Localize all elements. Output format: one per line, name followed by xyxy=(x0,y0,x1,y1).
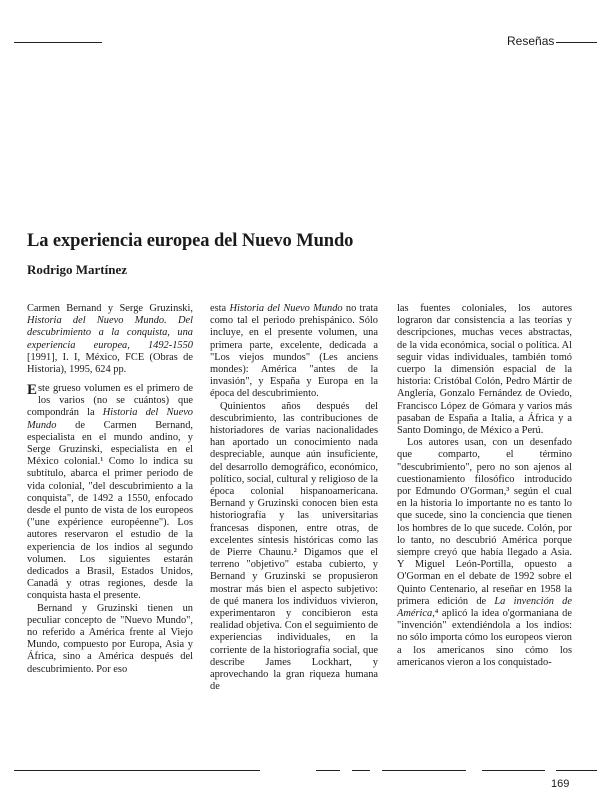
paragraph: Bernand y Gruzinski tienen un peculiar concepto de "Nuevo Mundo", no referido a América frente al Viejo Mundo, compuesto por Europa, Asia y África, sino a América después del descubrimiento. Por eso xyxy=(27,602,193,675)
footer-rule xyxy=(316,770,340,771)
reference-details: [1991], I. I, México, FCE (Obras de Historia), 1995, 624 pp. xyxy=(27,351,193,376)
article-author: Rodrigo Martínez xyxy=(27,262,128,277)
footer-rule xyxy=(352,770,370,771)
paragraph: Quinientos años después del descubrimiento, las contribuciones de historiadores de varias nacionalidades han aportado un conocimiento nada despreciable, aunque aún insuficiente, del desarrollo demográfico, económico, político, social, cultural y religioso de la época colonial hispanoamericana. Bernand y Gruzinski conocen bien esta historiografía y las universitarias francesas disponen, entre otras, de excelentes síntesis históricas como las de Pierre Chaunu.² Digamos que el terreno "objetivo" estaba cubierto, y Bernand y Gruzinski se propusieron mostrar más bien el aspecto subjetivo: de qué manera los individuos vivieron, experimentaron y concibieron esta realidad objetiva. Con el seguimiento de experiencias individuales, en la corriente de la historiografía social, que describe James Lockhart, y aprovechando la gran riqueza humana de xyxy=(210,400,378,693)
drop-cap: E xyxy=(27,382,38,398)
text-column-3 xyxy=(397,303,572,669)
footer-rule xyxy=(482,770,545,771)
reference-authors: Carmen Bernand y Serge Gruzinski, xyxy=(27,303,193,314)
header-rule-left xyxy=(14,42,102,43)
footer-rule xyxy=(14,770,260,771)
paragraph: E ste grueso volumen es el primero de los varios (no se cuántos) que compondrán la Historia del Nuevo Mundo de Carmen Bernand, especialista en el mundo andino, y Serge Gruzinski, especialista en el México colonial.¹ Como lo indica su subtítulo, abarca el primer periodo de vida colonial, "del descubrimiento a la conquista", de 1492 a 1550, enfocado desde el punto de vista de los europeos ("une expérience européenne"). Los autores reservaron el estudio de la experiencia de los indios al segundo volumen. Los siguientes estarán dedicados a Brasil, Estados Unidos, Canadá y otras regiones, desde la conquista hasta el presente. xyxy=(27,382,193,602)
header-rule-right xyxy=(556,42,597,43)
paragraph: las fuentes coloniales, los autores lograron dar consistencia a las teorías y descripciones, muchas veces abstractas, de la vida económica, social o política. Al seguir vidas individuales, también tomó cuerpo la dimensión espacial de la historia: Cristóbal Colón, Pedro Mártir de Anglería, Gonzalo Fernández de Oviedo, Francisco López de Gómara y varios más pasaban de España a Italia, a África y a Santo Domingo, de México a Perú. xyxy=(397,303,572,437)
section-label: Reseñas xyxy=(507,34,555,48)
footer-rule xyxy=(556,770,597,771)
paragraph: esta Historia del Nuevo Mundo no trata como tal el periodo prehispánico. Sólo incluye, en el presente volumen, una primera parte, excelente, dedicada a "Los viejos mundos" (Les anciens mondes): América "antes de la invasión", y España y Europa en la época del descubrimiento. xyxy=(210,303,378,400)
book-reference xyxy=(27,303,193,376)
article-title: La experiencia europea del Nuevo Mundo xyxy=(27,231,354,251)
footer-rule xyxy=(382,770,466,771)
reference-title: Historia del Nuevo Mundo. Del descubrimiento a la conquista, una experiencia europea, 1492-1550 xyxy=(27,315,193,351)
page-number: 169 xyxy=(551,778,570,790)
paragraph: Los autores usan, con un desenfado que comparto, el término "descubrimiento", pero no son ajenos al cuestionamiento filosófico introducido por Edmundo O'Gorman,³ según el cual en la historia lo importante no es tanto lo que sucede, sino la conciencia que tienen los hombres de lo que sucede. Colón, por lo tanto, no descubrió América porque siempre creyó que había llegado a Asia. Y Miguel León-Portilla, opuesto a O'Gorman en el debate de 1992 sobre el Quinto Centenario, al reseñar en 1958 la primera edición de La invención de América,⁴ aplicó la idea o'gormaniana de "invención" extendiéndola a los indios: no sólo importa cómo los europeos vieron a los americanos sino cómo los americanos vieron a los conquistado- xyxy=(397,437,572,668)
text-column-2 xyxy=(210,303,378,694)
text-column-1 xyxy=(27,383,193,676)
